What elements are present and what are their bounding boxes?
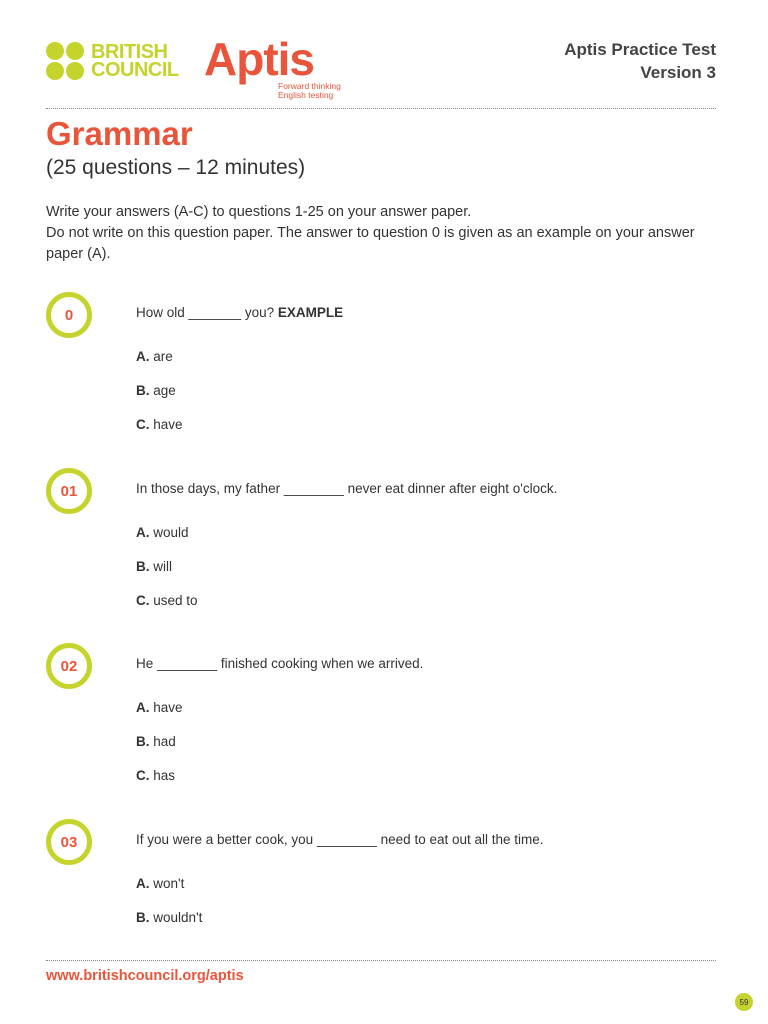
option-a[interactable] <box>136 349 173 364</box>
example-tag: EXAMPLE <box>277 305 344 320</box>
option-b[interactable] <box>136 734 176 749</box>
option-text: won't <box>153 876 185 891</box>
instructions <box>46 202 706 265</box>
brand-line1: BRITISH <box>91 41 168 63</box>
option-letter: C. <box>136 768 150 783</box>
option-c[interactable] <box>136 593 198 608</box>
section-subtitle: (25 questions – 12 minutes) <box>46 156 306 179</box>
aptis-logo: Aptis <box>204 33 314 85</box>
question-stem: If you were a better cook, you ________ need to eat out all the time. <box>136 832 544 847</box>
question-number-badge: 02 <box>46 643 92 689</box>
option-text: are <box>153 349 173 364</box>
option-text: would <box>153 525 189 540</box>
question-stem-text: How old _______ you? <box>136 305 275 320</box>
option-letter: B. <box>136 910 150 925</box>
question-stem: He ________ finished cooking when we arrived. <box>136 656 424 671</box>
question-number-badge: 0 <box>46 292 92 338</box>
test-info <box>564 38 716 84</box>
option-text: wouldn't <box>153 910 203 925</box>
option-letter: A. <box>136 525 150 540</box>
option-letter: A. <box>136 349 150 364</box>
option-letter: A. <box>136 700 150 715</box>
question-stem <box>136 305 343 320</box>
tagline-line1: Forward thinking <box>278 81 341 91</box>
british-council-logo <box>46 42 186 82</box>
footer-divider <box>46 960 716 961</box>
instruction-1: Write your answers (A-C) to questions 1-25 on your answer paper. <box>46 204 472 220</box>
aptis-tagline <box>278 82 341 100</box>
option-a[interactable] <box>136 525 189 540</box>
section-title: Grammar <box>46 115 193 152</box>
option-letter: C. <box>136 593 150 608</box>
page-header <box>46 33 716 102</box>
option-a[interactable] <box>136 700 183 715</box>
option-b[interactable] <box>136 383 176 398</box>
page-number-badge: 59 <box>735 993 753 1011</box>
option-text: have <box>153 700 183 715</box>
brand-line2: COUNCIL <box>91 59 179 81</box>
option-text: have <box>153 417 183 432</box>
option-c[interactable] <box>136 768 175 783</box>
option-c[interactable] <box>136 417 183 432</box>
option-text: has <box>153 768 176 783</box>
option-text: had <box>153 734 176 749</box>
option-letter: B. <box>136 383 150 398</box>
tagline-line2: English testing <box>278 90 334 100</box>
question-stem: In those days, my father ________ never eat dinner after eight o'clock. <box>136 481 558 496</box>
british-council-dots-icon <box>46 42 86 80</box>
option-b[interactable] <box>136 559 172 574</box>
british-council-wordmark <box>91 43 179 79</box>
option-b[interactable] <box>136 910 202 925</box>
option-text: age <box>153 383 176 398</box>
option-letter: C. <box>136 417 150 432</box>
option-text: will <box>153 559 173 574</box>
test-version: Version 3 <box>640 63 716 82</box>
question-number-badge: 03 <box>46 819 92 865</box>
option-letter: A. <box>136 876 150 891</box>
instruction-2: Do not write on this question paper. The answer to question 0 is given as an example on your answer paper (A). <box>46 225 695 262</box>
test-title: Aptis Practice Test <box>564 40 716 59</box>
option-text: used to <box>153 593 198 608</box>
option-a[interactable] <box>136 876 184 891</box>
footer-website-link[interactable]: www.britishcouncil.org/aptis <box>46 968 244 984</box>
question-number-badge: 01 <box>46 468 92 514</box>
option-letter: B. <box>136 734 150 749</box>
option-letter: B. <box>136 559 150 574</box>
header-divider <box>46 108 716 109</box>
